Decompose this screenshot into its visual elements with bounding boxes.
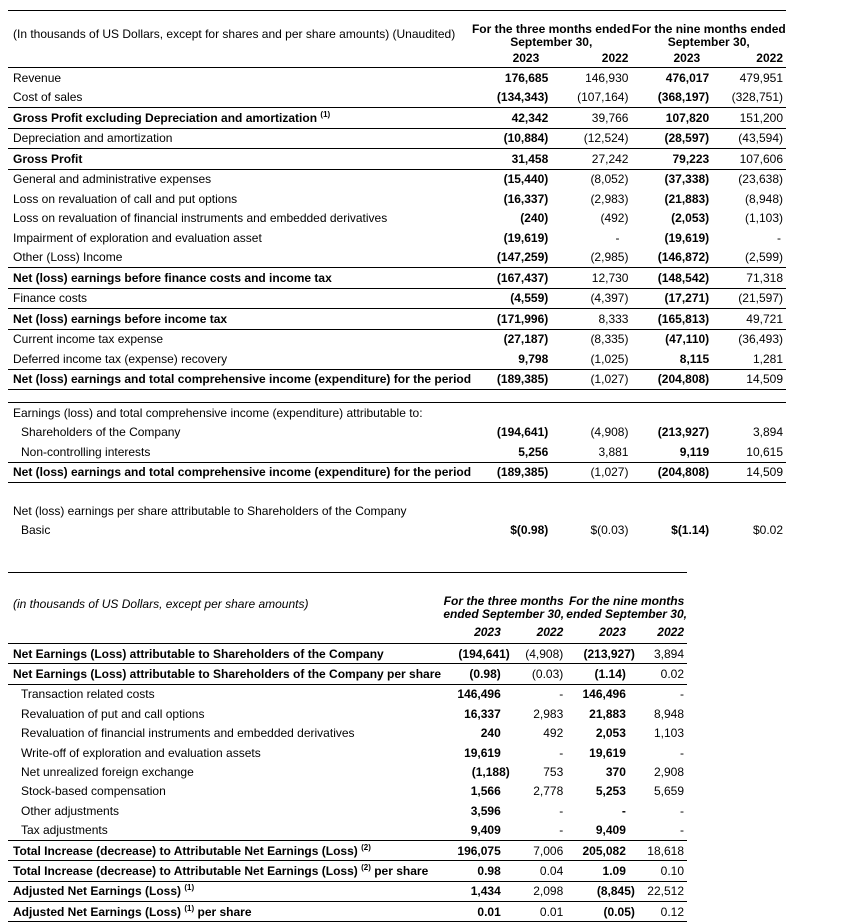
period-header-line1: For the nine months — [568, 594, 685, 608]
value-cell: (21,597) — [712, 288, 786, 309]
value-cell: (189,385) — [471, 462, 551, 483]
value-cell: (27,187) — [503, 332, 549, 347]
value-cell: (8,845) — [566, 881, 638, 901]
value-cell: - — [559, 687, 564, 702]
value-cell: (148,542) — [631, 268, 712, 289]
row-label: Impairment of exploration and evaluation asset — [13, 230, 262, 245]
attributable-heading-row — [8, 403, 786, 423]
value-cell: 1,281 — [712, 349, 786, 369]
value-cell: - — [621, 803, 626, 818]
value-cell: 370 — [605, 765, 626, 780]
value-cell: (15,440) — [503, 172, 549, 187]
table-row — [8, 423, 786, 443]
value-cell: (4,908) — [513, 644, 566, 664]
row-label: Net Earnings (Loss) attributable to Shareholders of the Company per share — [8, 664, 441, 684]
value-cell: 12,730 — [551, 268, 631, 289]
row-label: Net (loss) earnings before income tax — [8, 309, 471, 330]
value-cell: (146,872) — [631, 248, 712, 268]
value-cell: (189,385) — [471, 369, 551, 390]
value-cell: - — [559, 803, 564, 818]
year-header-row — [8, 621, 687, 644]
table-row — [8, 169, 786, 189]
value-cell: 2,778 — [533, 784, 564, 799]
value-cell: $0.02 — [752, 523, 783, 538]
value-cell: - — [559, 745, 564, 760]
row-label: Deferred income tax (expense) recovery — [8, 349, 471, 369]
row-label: Revaluation of financial instruments and embedded derivatives — [21, 726, 355, 741]
value-cell: - — [615, 230, 620, 245]
value-cell: (1,027) — [551, 462, 631, 483]
row-label: Finance costs — [8, 288, 471, 309]
value-cell: - — [680, 687, 684, 702]
value-cell: (2,053) — [671, 211, 710, 226]
table-row — [8, 724, 687, 743]
value-cell: 14,509 — [712, 462, 786, 483]
table-row-total — [8, 462, 786, 483]
value-cell: 19,619 — [464, 745, 501, 760]
row-label: Loss on revaluation of call and put options — [13, 191, 238, 206]
table-row — [8, 782, 687, 801]
year-header: 2023 — [566, 621, 638, 644]
row-label: Cost of sales — [8, 88, 471, 108]
table-row — [8, 329, 786, 349]
table-row — [8, 902, 687, 922]
table-row — [8, 108, 786, 129]
value-cell: 2,053 — [595, 726, 626, 741]
footnote-marker: (1) — [320, 109, 331, 119]
row-label: Net (loss) earnings before finance costs and income tax — [8, 268, 471, 289]
row-label-text: Gross Profit excluding Depreciation and amortization — [13, 110, 318, 125]
period-header-line2: September 30, — [510, 35, 593, 49]
row-label: General and administrative expenses — [13, 172, 212, 187]
value-cell: 1,103 — [653, 726, 684, 741]
value-cell: (204,808) — [631, 369, 712, 390]
value-cell: (171,996) — [471, 309, 551, 330]
value-cell: (213,927) — [657, 425, 710, 440]
value-cell: 0.04 — [513, 861, 566, 881]
value-cell: 479,951 — [739, 70, 783, 85]
value-cell: - — [638, 821, 687, 841]
value-cell: (2,599) — [712, 248, 786, 268]
value-cell: $(0.98) — [510, 523, 549, 538]
value-cell: (167,437) — [471, 268, 551, 289]
table-row-total — [8, 369, 786, 390]
value-cell: (17,271) — [631, 288, 712, 309]
value-cell: (8,052) — [590, 172, 629, 187]
value-cell: (0.98) — [441, 664, 513, 684]
value-cell: (1,188) — [471, 765, 510, 780]
value-cell: 9,798 — [471, 349, 551, 369]
value-cell: (492) — [600, 211, 629, 226]
value-cell: 8,948 — [653, 706, 684, 721]
value-cell: (328,751) — [712, 88, 786, 108]
period-header-line2: ended September 30, — [443, 607, 565, 621]
value-cell: 176,685 — [504, 70, 549, 85]
value-cell: 3,596 — [470, 803, 501, 818]
row-label-text: Adjusted Net Earnings (Loss) — [13, 904, 182, 919]
year-header: 2022 — [712, 49, 786, 68]
value-cell: (1,103) — [744, 211, 783, 226]
value-cell: (2,983) — [590, 191, 629, 206]
value-cell: 151,200 — [712, 108, 786, 129]
value-cell: 49,721 — [712, 309, 786, 330]
value-cell: 2,098 — [513, 881, 566, 901]
table-row — [8, 840, 687, 860]
value-cell: 10,615 — [712, 442, 786, 462]
value-cell: (21,883) — [664, 191, 710, 206]
table-row — [8, 149, 786, 170]
value-cell: 16,337 — [464, 706, 501, 721]
period-header-three-months — [471, 11, 631, 50]
row-label: Shareholders of the Company — [21, 425, 181, 440]
value-cell: (368,197) — [631, 88, 712, 108]
value-cell: 8,115 — [631, 349, 712, 369]
value-cell: (10,884) — [471, 128, 551, 149]
table-row — [8, 442, 786, 462]
year-header: 2022 — [638, 621, 687, 644]
value-cell: (23,638) — [738, 172, 783, 187]
value-cell: (165,813) — [631, 309, 712, 330]
value-cell: 9,119 — [631, 442, 712, 462]
value-cell: (1,027) — [551, 369, 631, 390]
row-label: Revenue — [13, 70, 62, 85]
value-cell: 1.09 — [566, 861, 638, 881]
table-row — [8, 288, 786, 309]
table-row — [8, 128, 786, 149]
row-label: Other adjustments — [21, 803, 120, 818]
adjusted-earnings-table — [8, 572, 687, 922]
value-cell: 21,883 — [589, 706, 626, 721]
period-header-line1: For the three months ended — [471, 22, 631, 36]
value-cell: 0.01 — [513, 902, 566, 922]
value-cell: 205,082 — [566, 840, 638, 860]
value-cell: (8,335) — [590, 332, 629, 347]
value-cell: 146,496 — [457, 687, 501, 702]
row-label-suffix: per share — [370, 863, 429, 878]
value-cell: - — [680, 803, 684, 818]
value-cell: 1,566 — [470, 784, 501, 799]
value-cell: 8,333 — [551, 309, 631, 330]
value-cell: (47,110) — [665, 332, 710, 347]
unit-label: (in thousands of US Dollars, except per share amounts) — [8, 573, 441, 622]
value-cell: (4,908) — [590, 425, 629, 440]
value-cell: 19,619 — [589, 745, 626, 760]
value-cell: 476,017 — [665, 70, 710, 85]
footnote-marker: (2) — [361, 842, 371, 852]
value-cell: 9,409 — [441, 821, 513, 841]
value-cell: 31,458 — [471, 149, 551, 170]
value-cell: 3,894 — [752, 425, 783, 440]
table-row — [8, 762, 687, 781]
value-cell: 146,496 — [582, 687, 626, 702]
row-label: Basic — [21, 523, 51, 538]
row-label-suffix: per share — [194, 904, 252, 919]
table-row — [8, 664, 687, 684]
row-label: Net unrealized foreign exchange — [21, 765, 194, 780]
row-label: Write-off of exploration and evaluation assets — [21, 745, 261, 760]
value-cell: (36,493) — [738, 332, 783, 347]
value-cell: (12,524) — [551, 128, 631, 149]
table-row — [8, 68, 786, 88]
value-cell: 1,434 — [441, 881, 513, 901]
eps-heading-row — [8, 501, 786, 521]
value-cell: (19,619) — [664, 230, 710, 245]
year-header: 2022 — [551, 49, 631, 68]
value-cell: 753 — [543, 765, 564, 780]
value-cell: 196,075 — [441, 840, 513, 860]
attributable-heading: Earnings (loss) and total comprehensive income (expenditure) attributable to: — [13, 405, 423, 420]
value-cell: 22,512 — [638, 881, 687, 901]
table-row — [8, 881, 687, 901]
row-label: Net (loss) earnings and total comprehensive income (expenditure) for the period — [8, 462, 471, 483]
table-row — [8, 684, 687, 704]
row-label — [8, 902, 441, 922]
value-cell: 107,606 — [712, 149, 786, 170]
row-label-text: Total Increase (decrease) to Attributable Net Earnings (Loss) — [13, 843, 358, 858]
table-row — [8, 309, 786, 330]
value-cell: 27,242 — [551, 149, 631, 170]
value-cell: 18,618 — [638, 840, 687, 860]
value-cell: (194,641) — [441, 644, 513, 664]
row-label: Depreciation and amortization — [8, 128, 471, 149]
row-label: Net Earnings (Loss) attributable to Shareholders of the Company — [8, 644, 441, 664]
value-cell: (147,259) — [471, 248, 551, 268]
row-label: Non-controlling interests — [8, 442, 471, 462]
value-cell: 0.10 — [638, 861, 687, 881]
row-label: Transaction related costs — [21, 687, 155, 702]
value-cell: (37,338) — [664, 172, 710, 187]
value-cell: (134,343) — [471, 88, 551, 108]
value-cell: (213,927) — [566, 644, 638, 664]
value-cell: (1.14) — [566, 664, 638, 684]
period-header-line1: For the three months — [443, 594, 564, 608]
value-cell: 3,894 — [638, 644, 687, 664]
value-cell: 14,509 — [712, 369, 786, 390]
table-row — [8, 743, 687, 762]
value-cell: 2,983 — [533, 706, 564, 721]
year-header: 2023 — [631, 49, 712, 68]
row-label-text: Total Increase (decrease) to Attributable Net Earnings (Loss) — [13, 863, 358, 878]
table-row — [8, 228, 786, 248]
value-cell: (43,594) — [712, 128, 786, 149]
value-cell: - — [777, 230, 781, 245]
period-header-line2: ended September 30, — [566, 607, 687, 621]
value-cell: (0.03) — [513, 664, 566, 684]
value-cell: 39,766 — [551, 108, 631, 129]
value-cell: 9,409 — [566, 821, 638, 841]
value-cell: (240) — [520, 211, 549, 226]
table-row — [8, 209, 786, 229]
value-cell: $(0.03) — [590, 523, 629, 538]
value-cell: (194,641) — [496, 425, 549, 440]
value-cell: (4,397) — [551, 288, 631, 309]
eps-heading: Net (loss) earnings per share attributable to Shareholders of the Company — [13, 503, 407, 518]
period-header-line2: September 30, — [667, 35, 750, 49]
value-cell: (0.05) — [566, 902, 638, 922]
table-row — [8, 861, 687, 881]
row-label — [8, 881, 441, 901]
value-cell: 71,318 — [712, 268, 786, 289]
row-label-text: Adjusted Net Earnings (Loss) — [13, 884, 182, 899]
table-row — [8, 821, 687, 841]
row-label: Current income tax expense — [13, 332, 164, 347]
table-row — [8, 268, 786, 289]
footnote-marker: (2) — [361, 862, 371, 872]
value-cell: 42,342 — [471, 108, 551, 129]
value-cell: 146,930 — [585, 70, 629, 85]
value-cell: 3,881 — [551, 442, 631, 462]
footnote-marker: (1) — [184, 903, 195, 913]
row-label — [8, 840, 441, 860]
table-row-eps — [8, 521, 786, 541]
row-label — [8, 108, 471, 129]
value-cell: (204,808) — [631, 462, 712, 483]
row-label: Other (Loss) Income — [8, 248, 471, 268]
value-cell: - — [680, 745, 684, 760]
table-row — [8, 349, 786, 369]
value-cell: (4,559) — [471, 288, 551, 309]
footnote-marker: (1) — [184, 883, 195, 893]
row-label: Gross Profit — [8, 149, 471, 170]
value-cell: (19,619) — [503, 230, 549, 245]
row-label: Loss on revaluation of financial instruments and embedded derivatives — [13, 211, 388, 226]
value-cell: - — [513, 821, 566, 841]
value-cell: 107,820 — [631, 108, 712, 129]
period-header-line1: For the nine months ended — [631, 22, 786, 36]
unit-label: (In thousands of US Dollars, except for shares and per share amounts) (Unaudited) — [8, 11, 471, 50]
value-cell: 492 — [543, 726, 564, 741]
table-row — [8, 801, 687, 820]
table-row — [8, 644, 687, 664]
value-cell: 240 — [480, 726, 501, 741]
value-cell: 5,256 — [471, 442, 551, 462]
table-row — [8, 189, 786, 209]
value-cell: $(1.14) — [671, 523, 710, 538]
income-statement-table — [8, 10, 786, 540]
row-label: Net (loss) earnings and total comprehensive income (expenditure) for the period — [8, 369, 471, 390]
value-cell: 79,223 — [631, 149, 712, 170]
value-cell: 7,006 — [513, 840, 566, 860]
table-row — [8, 88, 786, 108]
period-header-nine-months — [566, 573, 687, 622]
period-header-nine-months — [631, 11, 786, 50]
value-cell: (8,948) — [744, 191, 783, 206]
year-header: 2022 — [513, 621, 566, 644]
row-label: Revaluation of put and call options — [21, 706, 205, 721]
value-cell: (1,025) — [551, 349, 631, 369]
value-cell: (28,597) — [631, 128, 712, 149]
year-header-row — [8, 49, 786, 68]
row-label: Stock-based compensation — [21, 784, 166, 799]
value-cell: 0.12 — [638, 902, 687, 922]
value-cell: 0.02 — [638, 664, 687, 684]
value-cell: 0.01 — [441, 902, 513, 922]
row-label: Tax adjustments — [8, 821, 441, 841]
table-row — [8, 704, 687, 723]
value-cell: (2,985) — [551, 248, 631, 268]
year-header: 2023 — [471, 49, 551, 68]
row-label — [8, 861, 441, 881]
value-cell: 2,908 — [653, 765, 684, 780]
value-cell: 5,253 — [595, 784, 626, 799]
value-cell: (16,337) — [503, 191, 549, 206]
value-cell: 0.98 — [441, 861, 513, 881]
period-header-three-months — [441, 573, 566, 622]
table-row — [8, 248, 786, 268]
value-cell: (107,164) — [551, 88, 631, 108]
value-cell: 5,659 — [653, 784, 684, 799]
year-header: 2023 — [441, 621, 513, 644]
